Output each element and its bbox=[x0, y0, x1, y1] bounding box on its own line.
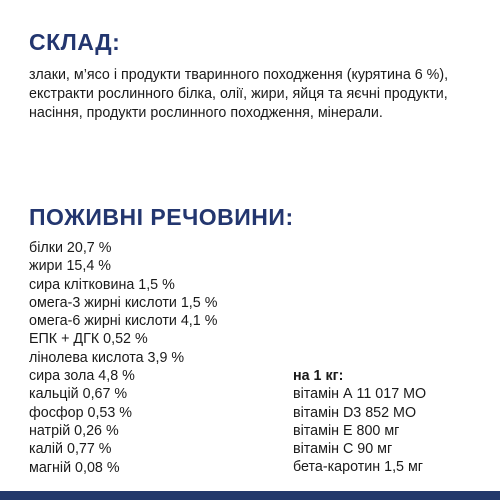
nutrient-item: лінолева кислота 3,9 % bbox=[29, 349, 185, 366]
nutrient-item: жири 15,4 % bbox=[29, 258, 111, 275]
nutrient-item: магній 0,08 % bbox=[29, 459, 120, 476]
vitamins-list bbox=[293, 385, 426, 476]
nutrient-item: кальцій 0,67 % bbox=[29, 386, 128, 403]
composition-heading: СКЛАД: bbox=[29, 29, 121, 55]
vitamins-block bbox=[293, 367, 426, 477]
nutrient-item: омега-3 жирні кислоти 1,5 % bbox=[29, 294, 218, 311]
nutrient-item: сира клітковина 1,5 % bbox=[29, 276, 175, 293]
nutrient-item: фосфор 0,53 % bbox=[29, 404, 133, 421]
vitamin-item: бета-каротин 1,5 мг bbox=[293, 459, 424, 476]
nutrients-heading: ПОЖИВНІ РЕЧОВИНИ: bbox=[29, 204, 294, 230]
vitamins-heading: на 1 кг: bbox=[293, 368, 344, 384]
vitamin-item: вітамін А 11 017 МО bbox=[293, 386, 427, 403]
vitamin-item: вітамін Е 800 мг bbox=[293, 422, 400, 439]
bottom-accent-bar bbox=[0, 491, 500, 500]
nutrient-item: калій 0,77 % bbox=[29, 441, 112, 458]
vitamin-item: вітамін D3 852 МО bbox=[293, 404, 417, 421]
nutrient-item: натрій 0,26 % bbox=[29, 422, 119, 439]
vitamin-item: вітамін С 90 мг bbox=[293, 441, 393, 458]
nutrient-item: омега-6 жирні кислоти 4,1 % bbox=[29, 313, 218, 330]
nutrient-item: сира зола 4,8 % bbox=[29, 368, 135, 385]
nutrient-item: ЕПК + ДГК 0,52 % bbox=[29, 331, 148, 348]
nutrient-item: білки 20,7 % bbox=[29, 240, 112, 256]
nutrients-list bbox=[29, 239, 217, 477]
composition-text: злаки, м’ясо і продукти тваринного походження (курятина 6 %), екстракти рослинного білка, олії, жири, яйця та яєчні продукти, насіння, продукти рослинного походження, мінерали. bbox=[29, 67, 449, 121]
